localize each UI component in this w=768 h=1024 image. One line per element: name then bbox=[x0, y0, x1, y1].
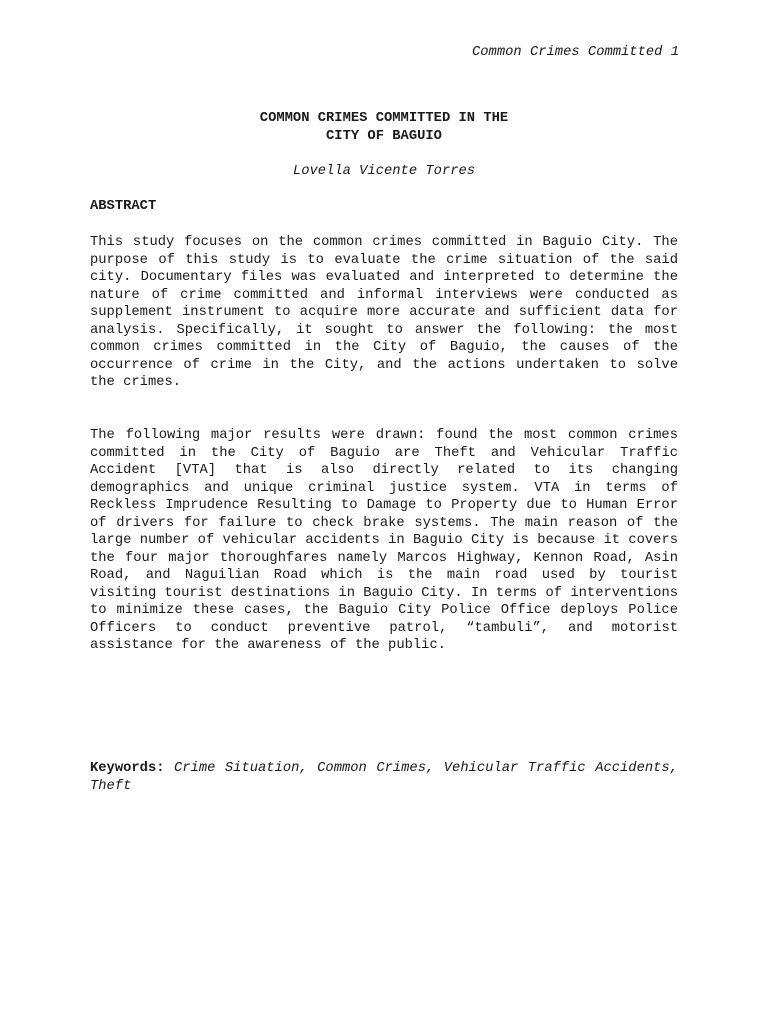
title-line-2: CITY OF BAGUIO bbox=[326, 128, 442, 144]
keywords bbox=[90, 760, 678, 795]
abstract-paragraph-1: This study focuses on the common crimes committed in Baguio City. The purpose of this study is to evaluate the crime situation of the said city. Documentary files was evaluated and interpreted to determine the nature of crime committed and informal interviews were conducted as supplement instrument to acquire more accurate and sufficient data for analysis. Specifically, it sought to answer the following: the most common crimes committed in the City of Baguio, the causes of the occurrence of crime in the City, and the actions undertaken to solve the crimes. bbox=[90, 235, 678, 390]
abstract-paragraph-2: The following major results were drawn: found the most common crimes committed in the City of Baguio are Theft and Vehicular Traffic Accident [VTA] that is also directly related to its changing demographics and unique criminal justice system. VTA in terms of Reckless Imprudence Resulting to Damage to Property due to Human Error of drivers for failure to check brake systems. The main reason of the large number of vehicular accidents in Baguio City is because it covers the four major thoroughfares namely Marcos Highway, Kennon Road, Asin Road, and Naguilian Road which is the main road used by tourist visiting tourist destinations in Baguio City. In terms of interventions to minimize these cases, the Baguio City Police Office deploys Police Officers to conduct preventive patrol, “tambuli”, and motorist assistance for the awareness of the public. bbox=[90, 428, 678, 653]
author-name: Lovella Vicente Torres bbox=[292, 164, 476, 179]
abstract-heading: ABSTRACT bbox=[90, 199, 157, 214]
title-line-1: COMMON CRIMES COMMITTED IN THE bbox=[259, 111, 509, 126]
keywords-label: Keywords: bbox=[90, 761, 165, 776]
paper-title bbox=[90, 110, 678, 145]
keywords-list: Crime Situation, Common Crimes, Vehicular Traffic Accidents, Theft bbox=[90, 761, 678, 794]
running-head: Common Crimes Committed 1 bbox=[472, 45, 679, 60]
